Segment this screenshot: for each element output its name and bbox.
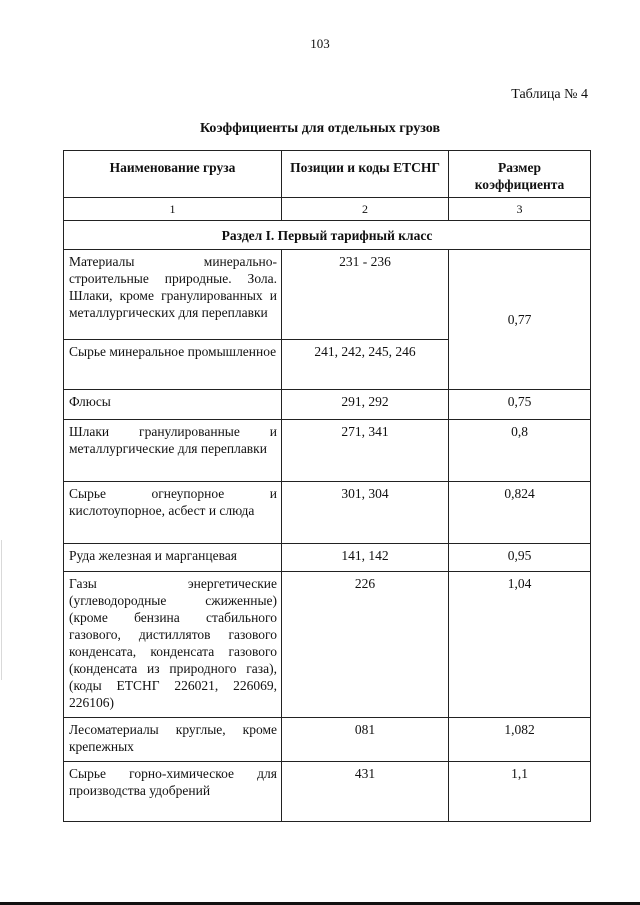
table-row	[64, 250, 591, 340]
table-row	[64, 762, 591, 822]
cargo-coefficient: 0,8	[449, 420, 591, 482]
column-number: 3	[449, 198, 591, 221]
cargo-coefficient: 1,082	[449, 718, 591, 762]
header-row	[64, 151, 591, 198]
scan-margin-line	[1, 540, 2, 680]
section-row	[64, 221, 591, 250]
table-row	[64, 544, 591, 572]
section-heading: Раздел I. Первый тарифный класс	[64, 221, 591, 250]
cargo-coefficient: 0,824	[449, 482, 591, 544]
cargo-name: Материалы минерально-строительные природные. Зола. Шлаки, кроме гранулированных и металлургических для переплавки	[64, 250, 282, 340]
table-row	[64, 718, 591, 762]
cargo-codes: 141, 142	[282, 544, 449, 572]
cargo-codes: 271, 341	[282, 420, 449, 482]
table-row	[64, 390, 591, 420]
cargo-codes: 081	[282, 718, 449, 762]
cargo-name: Лесоматериалы круглые, кроме крепежных	[64, 718, 282, 762]
document-title: Коэффициенты для отдельных грузов	[199, 121, 441, 136]
cargo-name: Сырье минеральное промышленное	[64, 340, 282, 390]
cargo-coefficient: 0,77	[449, 250, 591, 390]
table-row	[64, 482, 591, 544]
coefficients-table	[63, 150, 591, 822]
page-number: 103	[310, 36, 330, 51]
cargo-codes: 231 - 236	[282, 250, 449, 340]
column-number-row	[64, 198, 591, 221]
cargo-coefficient: 0,75	[449, 390, 591, 420]
cargo-codes: 241, 242, 245, 246	[282, 340, 449, 390]
header-codes: Позиции и коды ЕТСНГ	[282, 151, 449, 198]
cargo-name: Шлаки гранулированные и металлургические для переплавки	[64, 420, 282, 482]
header-cargo-name: Наименование груза	[64, 151, 282, 198]
cargo-coefficient: 0,95	[449, 544, 591, 572]
cargo-codes: 291, 292	[282, 390, 449, 420]
column-number: 2	[282, 198, 449, 221]
cargo-coefficient: 1,1	[449, 762, 591, 822]
table-row	[64, 420, 591, 482]
cargo-codes: 431	[282, 762, 449, 822]
cargo-codes: 301, 304	[282, 482, 449, 544]
header-coefficient: Размер коэффициента	[449, 151, 591, 198]
cargo-name: Флюсы	[64, 390, 282, 420]
cargo-coefficient: 1,04	[449, 572, 591, 718]
cargo-name: Газы энергетические (углеводородные сжиженные) (кроме бензина стабильного газового, дистиллятов газового конденсата, конденсата газового (конденсата из природного газа), (коды ЕТСНГ 226021, 226069, 226106)	[64, 572, 282, 718]
table-label: Таблица № 4	[511, 87, 588, 102]
column-number: 1	[64, 198, 282, 221]
cargo-codes: 226	[282, 572, 449, 718]
table-row	[64, 572, 591, 718]
cargo-name: Сырье огнеупорное и кислотоупорное, асбест и слюда	[64, 482, 282, 544]
cargo-name: Руда железная и марганцевая	[64, 544, 282, 572]
cargo-name: Сырье горно-химическое для производства удобрений	[64, 762, 282, 822]
